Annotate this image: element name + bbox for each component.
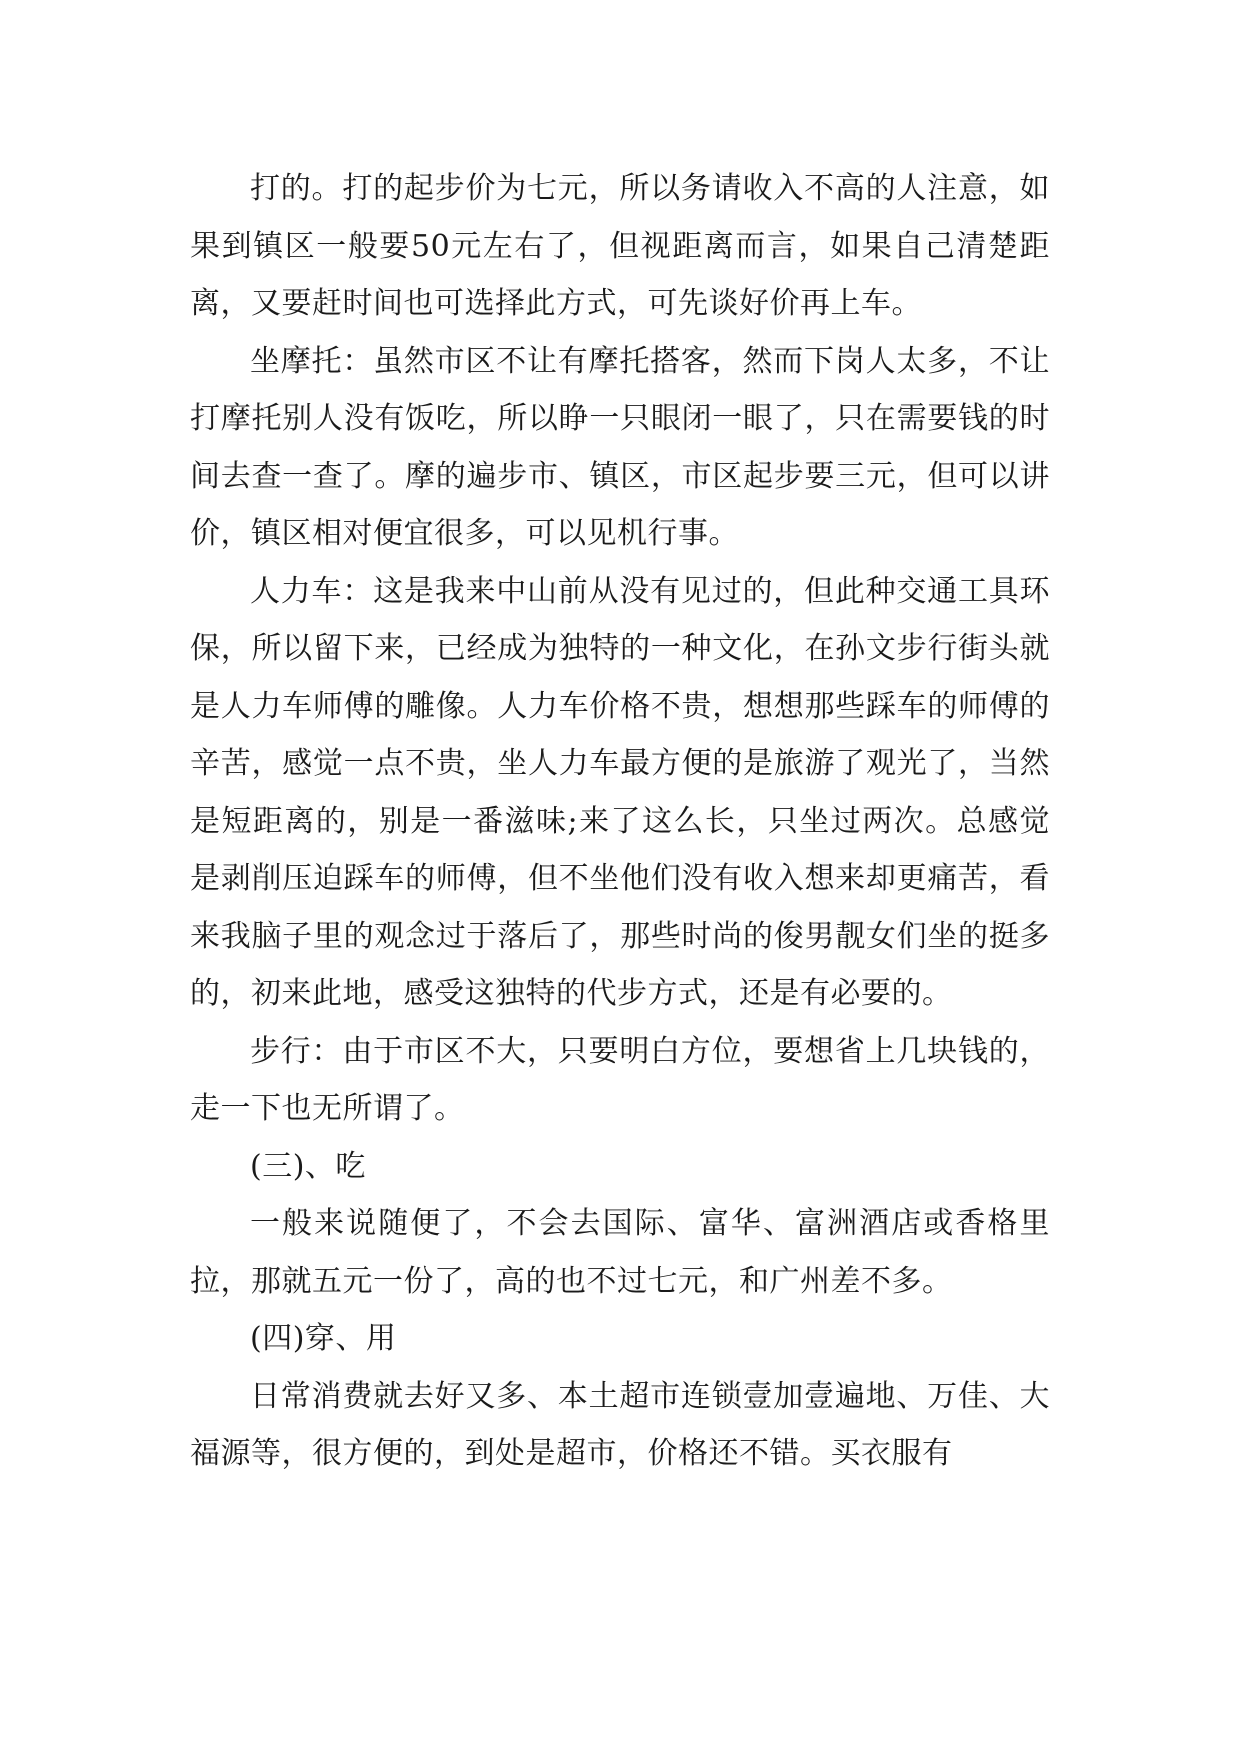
paragraph-motorcycle: 坐摩托：虽然市区不让有摩托搭客，然而下岗人太多，不让打摩托别人没有饭吃，所以睁一只眼闭一眼了，只在需要钱的时间去查一查了。摩的遍步市、镇区，市区起步要三元，但可以讲价，镇区相对便宜很多，可以见机行事。: [190, 343, 1050, 551]
section-heading-eat: (三)、吃: [250, 1148, 366, 1184]
paragraph-taxi: 打的。打的起步价为七元，所以务请收入不高的人注意，如果到镇区一般要50元左右了，但视距离而言，如果自己清楚距离，又要赶时间也可选择此方式，可先谈好价再上车。: [190, 171, 1050, 321]
paragraph-walking: 步行：由于市区不大，只要明白方位，要想省上几块钱的，走一下也无所谓了。: [190, 1033, 1050, 1126]
paragraph-wear-use: 日常消费就去好又多、本土超市连锁壹加壹遍地、万佳、大福源等，很方便的，到处是超市，价格还不错。买衣服有: [190, 1378, 1050, 1471]
document-body: [190, 160, 1050, 1483]
paragraph-rickshaw: 人力车：这是我来中山前从没有见过的，但此种交通工具环保，所以留下来，已经成为独特的一种文化，在孙文步行街头就是人力车师傅的雕像。人力车价格不贵，想想那些踩车的师傅的辛苦，感觉一点不贵，坐人力车最方便的是旅游了观光了，当然是短距离的，别是一番滋味;来了这么长，只坐过两次。总感觉是剥削压迫踩车的师傅，但不坐他们没有收入想来却更痛苦，看来我脑子里的观念过于落后了，那些时尚的俊男靓女们坐的挺多的，初来此地，感受这独特的代步方式，还是有必要的。: [190, 573, 1050, 1011]
section-heading-wear-use: (四)穿、用: [250, 1321, 397, 1356]
paragraph-eat: 一般来说随便了，不会去国际、富华、富洲酒店或香格里拉，那就五元一份了，高的也不过七元，和广州差不多。: [190, 1206, 1050, 1299]
